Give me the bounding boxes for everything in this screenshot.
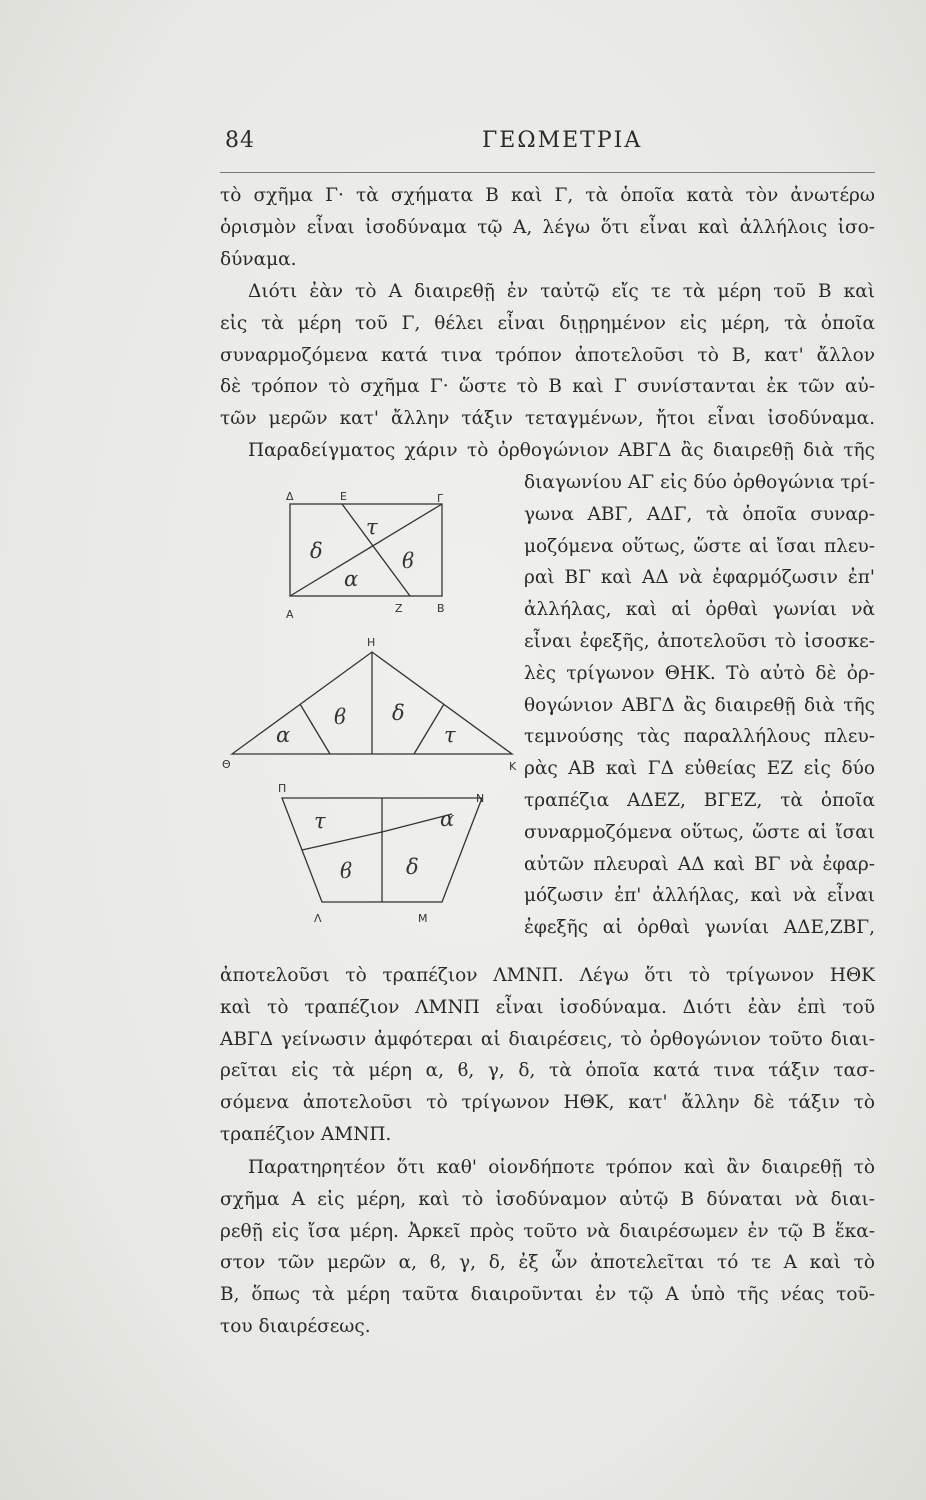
text-line: ἀποτελοῦσι τὸ τραπέζιον ΛΜΝΠ. Λέγω ὅτι τὸ τρίγωνον ΗΘΚ	[220, 965, 875, 986]
text-line: τραπέζιον ΑΜΝΠ.	[220, 1123, 392, 1145]
text-line: Παραδείγματος χάριν τὸ ὀρθογώνιον ΑΒΓΔ ἂς διαιρεθῇ διὰ τῆς	[248, 440, 875, 461]
text-line: ΑΒΓΔ γείνωσιν ἀμφότεραι αἱ διαιρέσεις, τὸ ὀρθογώνιον τοῦτο διαι-	[220, 1028, 875, 1050]
text-line: Παρατηρητέον ὅτι καθ' οἱονδήποτε τρόπον καὶ ἂν διαιρεθῇ τὸ	[248, 1157, 875, 1178]
text-line: ρεῖται εἰς τὰ μέρη α, ϐ, γ, δ, τὰ ὁποῖα κατά τινα τάξιν τασ-	[220, 1060, 875, 1082]
text-line: του διαιρέσεως.	[220, 1315, 371, 1337]
text-line: εἰς τὰ μέρη τοῦ Γ, θέλει εἶναι διῃρημένον εἰς μέρη, τὰ ὁποῖα	[220, 312, 875, 334]
trapezoid-figure	[270, 780, 500, 934]
cut-line	[302, 832, 382, 850]
part-label: ϐ	[402, 549, 415, 573]
text-line: τεμνούσης τὰς παραλλήλους πλευ-	[524, 726, 875, 748]
vertex-label: Ν	[476, 792, 485, 805]
text-line: τραπέζια ΑΔΕΖ, ΒΓΕΖ, τὰ ὁποῖα	[524, 789, 875, 811]
part-label: α	[440, 807, 455, 831]
text-line: καὶ τὸ τραπέζιον ΛΜΝΠ εἶναι ἰσοδύναμα. Διότι ἐὰν ἐπὶ τοῦ	[220, 996, 875, 1018]
text-line: λὲς τρίγωνον ΘΗΚ. Τὸ αὐτὸ δὲ ὀρ-	[524, 662, 875, 684]
text-line: δύναμα.	[220, 248, 297, 270]
vertex-label: Δ	[286, 490, 294, 503]
header-rule	[220, 172, 875, 173]
text-line: ὁρισμὸν εἶναι ἰσοδύναμα τῷ Α, λέγω ὅτι εἶναι καὶ ἀλλήλοις ἰσο-	[220, 216, 875, 238]
part-label: δ	[406, 855, 419, 879]
text-line: τὸ σχῆμα Γ· τὰ σχήματα Β καὶ Γ, τὰ ὁποῖα κατὰ τὸν ἀνωτέρω	[220, 185, 875, 206]
paragraph-4	[220, 1152, 875, 1343]
part-label: δ	[392, 701, 405, 725]
page-title: ΓΕΩΜΕΤΡΙΑ	[482, 128, 643, 153]
vertex-label: Η	[367, 636, 376, 649]
part-label: α	[344, 567, 359, 591]
part-label: α	[276, 723, 291, 747]
text-line: τῶν μερῶν κατ' ἄλλην τάξιν τεταγμένων, ἤτοι εἶναι ἰσοδύναμα.	[220, 408, 875, 430]
text-line: διαγωνίου ΑΓ εἰς δύο ὀρθογώνια τρί-	[524, 472, 875, 493]
cut-line	[300, 704, 330, 754]
page-number: 84	[225, 128, 255, 153]
text-line: μοζόμενα οὕτως, ὥστε αἱ ἴσαι πλευ-	[524, 535, 875, 557]
cut-line	[414, 704, 444, 754]
rectangle-figure	[280, 488, 460, 632]
vertex-label: Π	[278, 782, 287, 795]
text-line: ρεθῇ εἰς ἴσα μέρη. Ἀρκεῖ πρὸς τοῦτο νὰ διαιρέσωμεν ἐν τῷ Β ἕκα-	[220, 1220, 875, 1242]
triangle-figure	[222, 628, 522, 777]
text-line: γωνα ΑΒΓ, ΑΔΓ, τὰ ὁποῖα συναρ-	[524, 503, 875, 525]
paragraph-3-first-line	[220, 435, 875, 467]
vertex-label: Β	[437, 602, 445, 615]
part-label: δ	[310, 539, 323, 563]
text-line: ραὶ ΒΓ καὶ ΑΔ νὰ ἐφαρμόζωσιν ἐπ'	[524, 567, 875, 589]
vertex-label: Κ	[509, 760, 517, 773]
vertex-label: Α	[286, 608, 294, 621]
part-label: τ	[444, 723, 456, 747]
vertex-label: Λ	[314, 912, 322, 925]
paragraph-2	[220, 276, 875, 435]
vertex-label: Θ	[222, 758, 231, 771]
vertex-label: Μ	[418, 912, 428, 925]
vertex-label: Ε	[340, 490, 347, 503]
running-header	[220, 128, 875, 168]
part-label: ϐ	[340, 859, 353, 883]
text-line: ρὰς ΑΒ καὶ ΓΔ εὐθείας ΕΖ εἰς δύο	[524, 758, 875, 780]
part-label: τ	[314, 809, 326, 833]
text-line: στον τῶν μερῶν α, ϐ, γ, δ, ἐξ ὧν ἀποτελεῖται τό τε Α καὶ τὸ	[220, 1252, 875, 1274]
text-line: ἀλλήλας, καὶ αἱ ὀρθαὶ γωνίαι νὰ	[524, 599, 875, 621]
text-line: Β, ὅπως τὰ μέρη ταῦτα διαιροῦνται ἐν τῷ Α ὑπὸ τῆς νέας τοῦ-	[220, 1284, 875, 1306]
part-label: ϐ	[334, 705, 347, 729]
text-line: σόμενα ἀποτελοῦσι τὸ τρίγωνον ΗΘΚ, κατ' ἄλλην δὲ τάξιν τὸ	[220, 1092, 875, 1114]
paragraph-3-side-column	[524, 467, 875, 944]
text-line: ἐφεξῆς αἱ ὀρθαὶ γωνίαι ΑΔΕ,ΖΒΓ,	[524, 917, 875, 939]
part-label: τ	[366, 515, 378, 539]
text-line: εἶναι ἐφεξῆς, ἀποτελοῦσι τὸ ἰσοσκε-	[524, 630, 875, 652]
vertex-label: Γ	[437, 492, 444, 505]
text-line: σχῆμα Α εἰς μέρη, καὶ τὸ ἰσοδύναμον αὐτῷ Β δύναται νὰ διαι-	[220, 1188, 875, 1210]
text-line: συναρμοζόμενα κατά τινα τρόπον ἀποτελοῦσι τὸ Β, κατ' ἄλλον	[220, 344, 875, 366]
paragraph-1	[220, 180, 875, 275]
text-line: μόζωσιν ἐπ' ἀλλήλας, καὶ νὰ εἶναι	[524, 885, 875, 907]
paragraph-3-continuation	[220, 960, 875, 1151]
text-line: θογώνιον ΑΒΓΔ ἂς διαιρεθῇ διὰ τῆς	[524, 694, 875, 716]
text-line: Διότι ἐὰν τὸ Α διαιρεθῇ ἐν ταὐτῷ εἴς τε τὰ μέρη τοῦ Β καὶ	[248, 281, 875, 302]
text-line: δὲ τρόπον τὸ σχῆμα Γ· ὥστε τὸ Β καὶ Γ συνίστανται ἐκ τῶν αὐ-	[220, 376, 875, 398]
text-line: συναρμοζόμενα οὕτως, ὥστε αἱ ἴσαι	[524, 821, 875, 843]
vertex-label: Ζ	[395, 602, 403, 615]
text-line: αὐτῶν πλευραὶ ΑΔ καὶ ΒΓ νὰ ἐφαρ-	[524, 853, 875, 875]
